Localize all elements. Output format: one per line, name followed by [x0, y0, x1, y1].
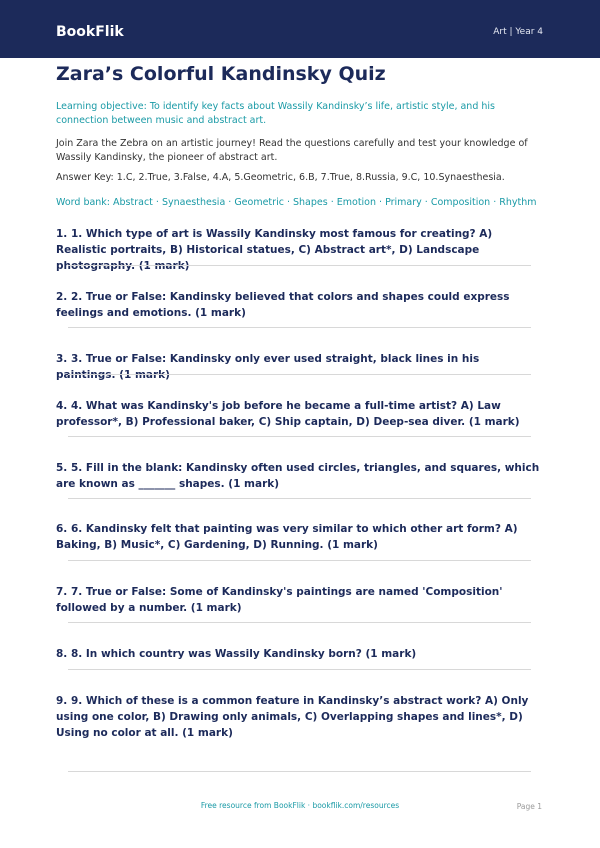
divider	[68, 669, 531, 670]
word-bank: Word bank: Abstract · Synaesthesia · Geometric · Shapes · Emotion · Primary · Composition · Rhythm	[56, 197, 537, 208]
divider	[68, 327, 531, 328]
divider	[68, 265, 531, 266]
divider	[68, 436, 531, 437]
page-title: Zara’s Colorful Kandinsky Quiz	[56, 63, 386, 85]
divider	[68, 560, 531, 561]
learning-objective: Learning objective: To identify key facts about Wassily Kandinsky’s life, artistic style, and his connection between music and abstract art.	[56, 101, 495, 126]
page-number: Page 1	[516, 802, 542, 811]
subject-year-label: Art | Year 4	[493, 27, 543, 37]
header-bar	[0, 0, 600, 58]
question-7: 7. 7. True or False: Some of Kandinsky's paintings are named 'Composition' followed by a number. (1 mark)	[56, 586, 503, 614]
question-1: 1. 1. Which type of art is Wassily Kandinsky most famous for creating? A) Realistic portraits, B) Historical statues, C) Abstract art*, D) Landscape photography. (1 mark)	[56, 228, 493, 272]
divider	[68, 771, 531, 772]
divider	[68, 498, 531, 499]
question-2: 2. 2. True or False: Kandinsky believed that colors and shapes could express feelings and emotions. (1 mark)	[56, 291, 510, 319]
divider	[68, 374, 531, 375]
brand-logo-text[interactable]: BookFlik	[56, 24, 124, 40]
question-4: 4. 4. What was Kandinsky's job before he became a full-time artist? A) Law professor*, B) Professional baker, C) Ship captain, D) Deep-sea diver. (1 mark)	[56, 400, 520, 428]
question-8: 8. 8. In which country was Wassily Kandinsky born? (1 mark)	[56, 648, 417, 660]
divider	[68, 622, 531, 623]
question-5: 5. 5. Fill in the blank: Kandinsky often used circles, triangles, and squares, which are known as _______ shapes. (1 mark)	[56, 462, 540, 490]
intro-text: Join Zara the Zebra on an artistic journey! Read the questions carefully and test your knowledge of Wassily Kandinsky, the pioneer of abstract art.	[56, 138, 528, 163]
footer-link[interactable]: Free resource from BookFlik · bookflik.com/resources	[200, 801, 400, 810]
question-3: 3. 3. True or False: Kandinsky only ever used straight, black lines in his paintings. (1 mark)	[56, 353, 480, 381]
question-9: 9. 9. Which of these is a common feature in Kandinsky’s abstract work? A) Only using one color, B) Drawing only animals, C) Overlapping shapes and lines*, D) Using no color at all. (1 mark)	[56, 695, 529, 739]
answer-key: Answer Key: 1.C, 2.True, 3.False, 4.A, 5.Geometric, 6.B, 7.True, 8.Russia, 9.C, 10.Synaesthesia.	[56, 172, 505, 183]
question-6: 6. 6. Kandinsky felt that painting was very similar to which other art form? A) Baking, B) Music*, C) Gardening, D) Running. (1 mark)	[56, 523, 518, 551]
